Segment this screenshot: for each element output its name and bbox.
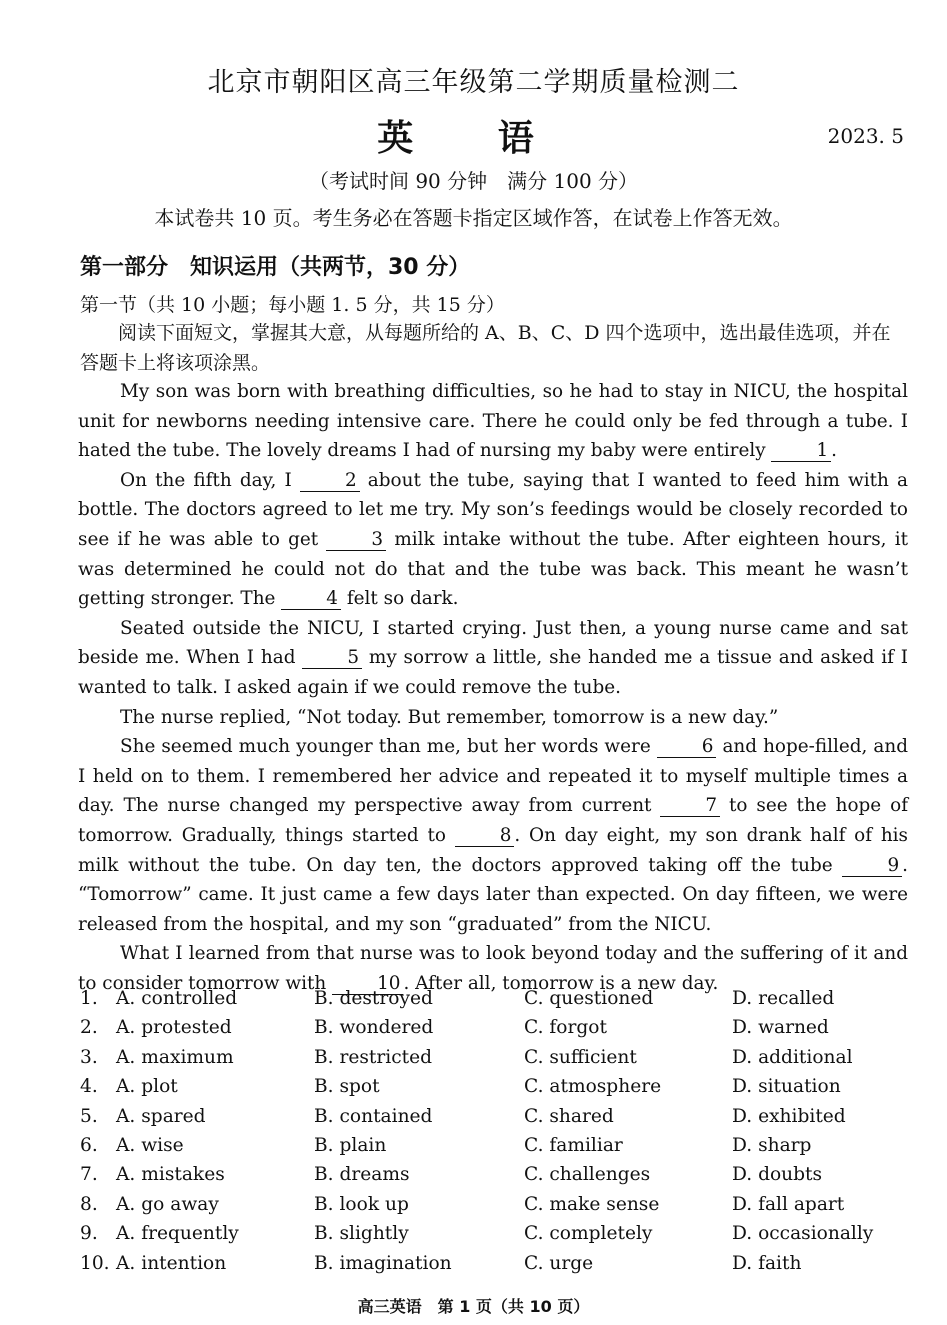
- question-number: 7.: [80, 1164, 98, 1186]
- subject-title: 英 语: [377, 117, 570, 159]
- passage-text: milk intake without the tube. After eighteen hours, it was determined he could not do that and the tube was back. This meant he wasn’t getting stronger. The: [78, 528, 908, 610]
- option-b: B. imagination: [314, 1252, 452, 1274]
- question-number: 10.: [80, 1252, 110, 1274]
- blank: 8: [455, 825, 515, 847]
- exam-notice: 本试卷共 10 页。考生务必在答题卡指定区域作答，在试卷上作答无效。: [154, 206, 793, 230]
- option-a: A. spared: [116, 1105, 206, 1127]
- option-c: C. questioned: [524, 988, 654, 1009]
- blank: 10: [332, 973, 403, 995]
- option-a: A. protested: [116, 1017, 232, 1039]
- option-d: D. additional: [732, 1046, 853, 1068]
- question-number: 1.: [80, 988, 98, 1009]
- part-heading: 第一部分 知识运用（共两节，30 分）: [80, 255, 471, 280]
- option-d: D. fall apart: [732, 1193, 845, 1215]
- option-a: A. intention: [116, 1252, 227, 1274]
- option-b: B. plain: [314, 1134, 387, 1156]
- section-heading: 第一节（共 10 小题；每小题 1. 5 分，共 15 分）: [80, 294, 505, 316]
- question-number: 2.: [80, 1017, 98, 1039]
- option-d: D. occasionally: [732, 1223, 874, 1245]
- option-d: D. recalled: [732, 988, 835, 1009]
- option-row: [80, 1164, 920, 1193]
- question-number: 4.: [80, 1076, 98, 1098]
- option-row: [80, 1106, 920, 1135]
- passage-text: and hope-filled, and I held on to them. I remembered her advice and repeated it to myself multiple times a day. The nurse changed my perspective away from current: [78, 736, 908, 817]
- option-c: C. completely: [524, 1223, 653, 1245]
- option-row: [80, 1223, 920, 1252]
- option-b: B. contained: [314, 1105, 433, 1127]
- blank: 9: [842, 855, 902, 877]
- option-b: B. destroyed: [314, 988, 433, 1009]
- option-c: C. sufficient: [524, 1046, 637, 1068]
- passage-text: Seated outside the NICU, I started crying. Just then, a young nurse came and sat beside me. When I had: [78, 617, 908, 669]
- option-a: A. mistakes: [116, 1164, 225, 1186]
- exam-meta: （考试时间 90 分钟 满分 100 分）: [308, 169, 639, 193]
- option-row: [80, 1047, 920, 1076]
- passage-text: . “Tomorrow” came. It just came a few days later than expected. On day fifteen, we were released from the hospital, and my son “graduated” from the NICU.: [78, 854, 908, 935]
- option-a: A. controlled: [116, 988, 238, 1009]
- option-c: C. forgot: [524, 1017, 607, 1039]
- option-d: D. exhibited: [732, 1105, 846, 1127]
- option-row: [80, 1076, 920, 1105]
- blank: 6: [657, 736, 717, 758]
- exam-date: 2023. 5: [827, 124, 904, 148]
- blank: 1: [771, 440, 831, 462]
- option-c: C. urge: [524, 1252, 594, 1274]
- option-a: A. maximum: [116, 1046, 234, 1068]
- passage-text: felt so dark.: [340, 588, 459, 610]
- option-c: C. make sense: [524, 1193, 660, 1215]
- option-c: C. shared: [524, 1105, 614, 1127]
- passage-paragraph: [78, 703, 908, 733]
- passage-text: about the tube, saying that I wanted to feed him with a bottle. The doctors agreed to let me try. My son’s feedings would be closely recorded to see if he was able to get: [78, 469, 908, 550]
- passage-text: She seemed much younger than me, but her words were: [120, 736, 657, 758]
- option-c: C. atmosphere: [524, 1076, 662, 1098]
- blank: 4: [281, 588, 341, 610]
- blank: 7: [660, 795, 720, 817]
- option-b: B. slightly: [314, 1223, 409, 1245]
- option-a: A. frequently: [116, 1223, 239, 1245]
- passage-text: . On day eight, my son drank half of his milk without the tube. On day ten, the doctors approved taking off the tube: [78, 824, 908, 876]
- passage-text: to see the hope of tomorrow. Gradually, things started to: [78, 795, 909, 846]
- passage-text: . After all, tomorrow is a new day.: [403, 972, 719, 994]
- question-number: 3.: [80, 1046, 98, 1068]
- passage-text: The nurse replied, “Not today. But remember, tomorrow is a new day.”: [120, 706, 779, 728]
- cloze-passage: [78, 377, 908, 998]
- question-number: 5.: [80, 1105, 98, 1127]
- passage-paragraph: [78, 466, 908, 614]
- passage-text: my sorrow a little, she handed me a tissue and asked if I wanted to talk. I asked again if we could remove the tube.: [78, 647, 908, 698]
- instructions: 阅读下面短文，掌握其大意，从每题所给的 A、B、C、D 四个选项中，选出最佳选项，并在答题卡上将该项涂黑。: [80, 322, 891, 374]
- option-b: B. look up: [314, 1193, 409, 1215]
- question-number: 8.: [80, 1193, 98, 1215]
- option-row: [80, 988, 920, 1017]
- passage-paragraph: [78, 377, 908, 466]
- option-b: B. dreams: [314, 1164, 410, 1186]
- option-row: [80, 1194, 920, 1223]
- option-d: D. sharp: [732, 1134, 812, 1156]
- passage-text: What I learned from that nurse was to look beyond today and the suffering of it and to consider tomorrow with: [78, 943, 908, 994]
- option-d: D. faith: [732, 1252, 802, 1274]
- answer-options: [80, 988, 920, 1282]
- option-a: A. go away: [116, 1193, 219, 1215]
- option-b: B. spot: [314, 1076, 380, 1098]
- question-number: 9.: [80, 1223, 98, 1245]
- passage-text: My son was born with breathing difficulties, so he had to stay in NICU, the hospital unit for newborns needing intensive care. There he could only be fed through a tube. I hated the tube. The lovely dreams I had of nursing my baby were entirely: [78, 381, 908, 462]
- option-d: D. situation: [732, 1076, 841, 1098]
- option-c: C. challenges: [524, 1164, 651, 1186]
- option-b: B. wondered: [314, 1017, 434, 1039]
- exam-title: 北京市朝阳区高三年级第二学期质量检测二: [207, 67, 740, 98]
- option-c: C. familiar: [524, 1134, 623, 1156]
- blank: 3: [326, 529, 386, 551]
- blank: 2: [300, 470, 360, 492]
- passage-text: .: [831, 440, 838, 462]
- option-row: [80, 1017, 920, 1046]
- option-d: D. doubts: [732, 1164, 823, 1186]
- option-b: B. restricted: [314, 1046, 433, 1068]
- question-number: 6.: [80, 1134, 98, 1156]
- page-footer: 高三英语 第 1 页（共 10 页）: [357, 1297, 590, 1316]
- passage-paragraph: [78, 614, 908, 703]
- passage-paragraph: [78, 732, 908, 939]
- passage-text: On the fifth day, I: [120, 469, 300, 491]
- option-row: [80, 1253, 920, 1282]
- option-row: [80, 1135, 920, 1164]
- option-a: A. plot: [116, 1076, 178, 1098]
- blank: 5: [302, 647, 362, 669]
- option-d: D. warned: [732, 1017, 829, 1039]
- option-a: A. wise: [116, 1134, 184, 1156]
